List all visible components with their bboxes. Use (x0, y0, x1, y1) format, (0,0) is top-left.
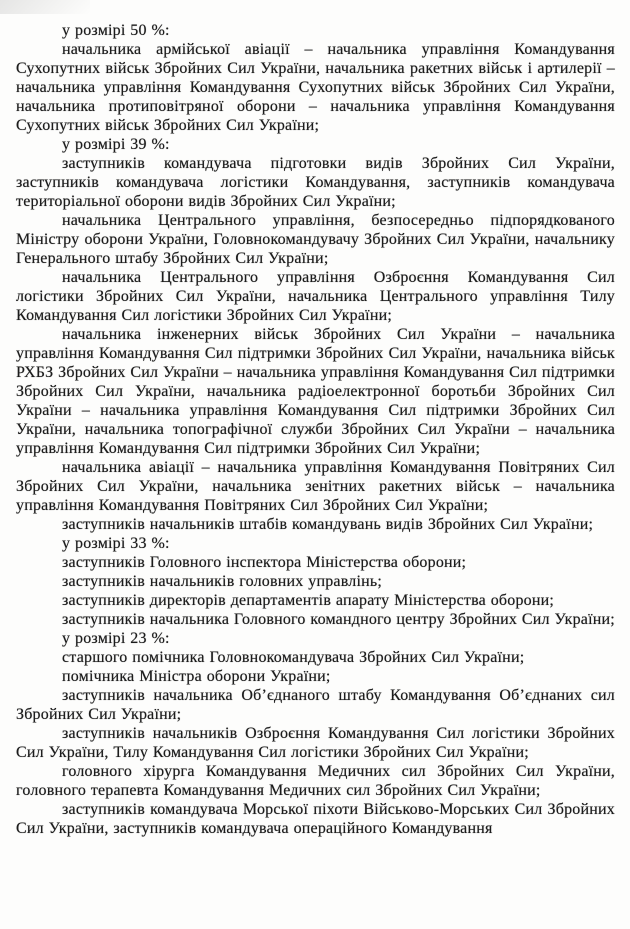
provision-item: старшого помічника Головнокомандувача Збройних Сил України; (62, 649, 525, 666)
provision-item-truncated: заступників командувача Морської піхоти Військово-Морських Сил Збройних Сил України, заступників командувача операційного Командування (16, 801, 615, 837)
provision-item: помічника Міністра оборони України; (62, 668, 331, 685)
provision-item: начальника Центрального управління, безпосередньо підпорядкованого Міністру оборони України, Головнокомандувачу Збройних Сил України, начальнику Генерального штабу Збройних Сил України; (16, 212, 615, 267)
provision-item: начальника авіації – начальника управління Командування Повітряних Сил Збройних Сил України, начальника зенітних ракетних військ – начальника управління Командування Повітряних Сил Збройних Сил України; (16, 459, 615, 514)
provision-item: начальника армійської авіації – начальника управління Командування Сухопутних військ Збройних Сил України, начальника ракетних військ і артилерії – начальника управління Командування Сухопутних військ Збройних Сил України, начальника протиповітряної оборони – начальника управління Командування Сухопутних військ Збройних Сил України; (16, 41, 615, 134)
rate-section-39 (16, 135, 615, 534)
provision-item: заступників начальників Озброєння Командування Сил логістики Збройних Сил України, Тилу Командування Сил логістики Збройних Сил України; (16, 725, 615, 761)
provision-item: заступників директорів департаментів апарату Міністерства оборони; (62, 592, 555, 609)
provision-item: головного хірурга Командування Медичних сил Збройних Сил України, головного терапевта Командування Медичних сил Збройних Сил України; (16, 763, 615, 799)
provision-item: заступників командувача підготовки видів Збройних Сил України, заступників командувача логістики Командування, заступників командувача територіальної оборони видів Збройних Сил України; (16, 155, 615, 210)
rate-section-33 (16, 534, 615, 629)
rate-heading-33: у розмірі 33 %: (62, 535, 170, 552)
rate-section-50 (16, 21, 615, 135)
provision-item: начальника Центрального управління Озброєння Командування Сил логістики Збройних Сил України, начальника Центрального управління Тилу Командування Сил логістики Збройних Сил України; (16, 269, 615, 324)
rate-section-23 (16, 629, 615, 838)
provision-item: заступників начальника Головного командного центру Збройних Сил України; (62, 611, 615, 628)
provision-item: заступників начальників штабів командувань видів Збройних Сил України; (62, 516, 594, 533)
provision-item: заступників начальників головних управлінь; (62, 573, 383, 590)
rate-heading-23: у розмірі 23 %: (62, 630, 170, 647)
provision-item: начальника інженерних військ Збройних Сил України – начальника управління Командування Сил підтримки Збройних Сил України, начальника військ РХБЗ Збройних Сил України – начальника управління Командування Сил підтримки Збройних Сил України, начальника радіоелектронної боротьби Збройних Сил України – начальника управління Командування Сил підтримки Збройних Сил України, начальника топографічної служби Збройних Сил України – начальника управління Командування Сил підтримки Збройних Сил України; (16, 326, 615, 457)
rate-heading-50: у розмірі 50 %: (62, 22, 170, 39)
rate-heading-39: у розмірі 39 %: (62, 136, 170, 153)
provision-item: заступників начальника Об’єднаного штабу Командування Об’єднаних сил Збройних Сил України; (16, 687, 615, 723)
provision-item: заступників Головного інспектора Міністерства оборони; (62, 554, 467, 571)
